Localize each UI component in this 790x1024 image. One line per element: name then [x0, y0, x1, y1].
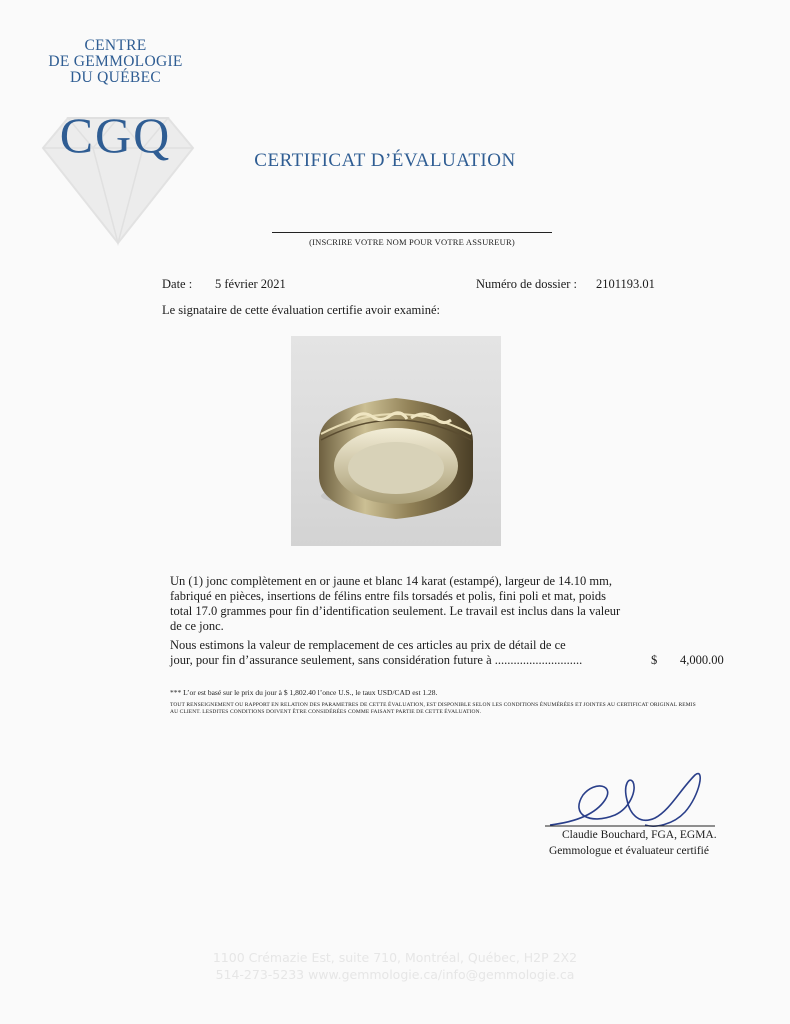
- footer-address: [150, 949, 640, 983]
- legal-note: [170, 702, 730, 716]
- ring-photo: [291, 336, 501, 546]
- estimate-currency: $: [651, 653, 658, 667]
- estimate-amount: 4,000.00: [680, 653, 724, 667]
- legal-line: TOUT RENSEIGNEMENT OU RAPPORT EN RELATION DES PARAMETRES DE CETTE ÉVALUATION, EST DISPONIBLE SELON LES CONDITIONS ÉNUMÉRÉES ET JOINTES AU CERTIFICAT ORIGINAL REMIS: [170, 702, 696, 708]
- name-line: [272, 232, 552, 233]
- intro-text: Le signataire de cette évaluation certifie avoir examiné:: [162, 303, 440, 317]
- logo-line-2: DE GEMMOLOGIE: [48, 53, 183, 70]
- signatory-title: Gemmologue et évaluateur certifié: [549, 845, 709, 857]
- estimate-line: Nous estimons la valeur de remplacement de ces articles au prix de détail de ce: [170, 638, 566, 652]
- gold-price-note: *** L’or est basé sur le prix du jour à $ 1,802.40 l’once U.S., le taux USD/CAD est 1.28.: [170, 688, 438, 697]
- file-number-label: Numéro de dossier :: [476, 277, 578, 291]
- date-label: Date :: [162, 277, 193, 291]
- logo-line-3: DU QUÉBEC: [70, 69, 161, 86]
- estimate-text: [170, 638, 670, 668]
- gold-ring-photo: [291, 336, 501, 546]
- logo-monogram: CGQ: [59, 107, 172, 163]
- certificate-title: CERTIFICAT D’ÉVALUATION: [254, 150, 516, 171]
- footer-contact-line: 514-273-5233 www.gemmologie.ca/info@gemmologie.ca: [215, 967, 575, 982]
- description-line: total 17.0 grammes pour fin d’identification seulement. Le travail est inclus dans la valeur: [170, 604, 621, 618]
- description-line: de ce jonc.: [170, 619, 224, 633]
- file-number-value: 2101193.01: [596, 277, 655, 291]
- signatory-name: Claudie Bouchard, FGA, EGMA.: [562, 829, 717, 841]
- description-line: fabriqué en pièces, insertions de félins entre fils torsadés et polis, fini poli et mat, poids: [170, 589, 607, 603]
- estimate-line: jour, pour fin d’assurance seulement, sans considération future à ............................: [170, 653, 583, 667]
- footer-address-line: 1100 Crémazie Est, suite 710, Montréal, Québec, H2P 2X2: [212, 950, 578, 965]
- logo-line-1: CENTRE: [84, 37, 147, 54]
- date-value: 5 février 2021: [215, 277, 286, 291]
- description-line: Un (1) jonc complètement en or jaune et blanc 14 karat (estampé), largeur de 14.10 mm,: [170, 574, 612, 588]
- legal-line: AU CLIENT. LESDITES CONDITIONS DOIVENT ÊTRE CONSIDÉRÉES COMME FAISANT PARTIE DE CETTE ÉVALUATION.: [170, 709, 482, 715]
- item-description: [170, 574, 740, 634]
- name-caption: (INSCRIRE VOTRE NOM POUR VOTRE ASSUREUR): [309, 237, 515, 247]
- cgq-logo: [28, 38, 203, 218]
